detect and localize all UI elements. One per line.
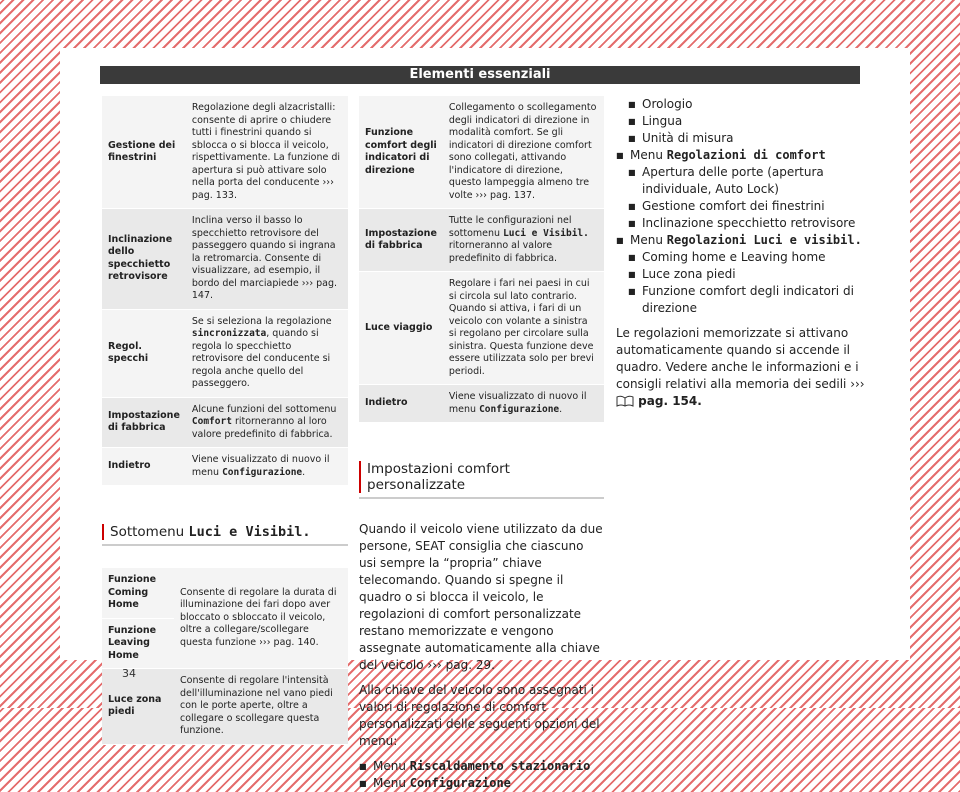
text: Menu bbox=[373, 759, 410, 773]
lights-table-cont bbox=[359, 96, 604, 423]
table-row bbox=[102, 448, 348, 486]
list-item: ■ Inclinazione specchietto retrovisore bbox=[628, 215, 866, 232]
table-row bbox=[102, 568, 348, 618]
paragraph bbox=[616, 325, 866, 412]
table-row bbox=[359, 385, 604, 423]
text: Tutte le configurazioni nel sottomenu bbox=[448, 215, 572, 239]
text: , quando si regola lo specchietto retrovisore del conducente si regola anche quello del passeggero. bbox=[191, 328, 331, 389]
text: Viene visualizzato di nuovo il menu bbox=[191, 454, 330, 478]
row-key: Regol. specchi bbox=[102, 309, 186, 397]
list-item: ■ Apertura delle porte (apertura individuale, Auto Lock) bbox=[628, 164, 866, 198]
row-key: Luce zona piedi bbox=[102, 669, 174, 745]
menu-list bbox=[359, 758, 604, 792]
section-title: Impostazioni comfort personalizzate bbox=[359, 457, 604, 499]
list-item: ■ Funzione comfort degli indicatori di direzione bbox=[628, 283, 866, 317]
table-row bbox=[102, 669, 348, 745]
row-key: Luce viaggio bbox=[359, 272, 443, 385]
table-row bbox=[102, 96, 348, 209]
row-value bbox=[186, 309, 348, 397]
menu-term: Regolazioni di comfort bbox=[666, 148, 826, 162]
text: Menu bbox=[630, 148, 667, 162]
list-item: ■ Luce zona piedi bbox=[628, 266, 866, 283]
menu-term: Luci e Visibil. bbox=[503, 227, 589, 239]
row-value: Consente di regolare l'intensità dell'illuminazione nel vano piedi con le porte aperte, oltre a collegare o scollegare questa funzione. bbox=[174, 669, 348, 745]
menu-term: Configurazione bbox=[479, 403, 560, 415]
text: Menu bbox=[373, 776, 410, 790]
row-key: Funzione comfort degli indicatori di direzione bbox=[359, 96, 443, 209]
row-key: Funzione Coming Home bbox=[102, 568, 174, 618]
row-value: Inclina verso il basso lo specchietto retrovisore del passeggero quando si ingrana la retromarcia. Consente di visualizzare, ad esempio, il bordo del marciapiede ››› pag. 147. bbox=[186, 209, 348, 310]
column-left bbox=[102, 96, 348, 745]
list-item: ■ Coming home e Leaving home bbox=[628, 249, 866, 266]
text: . bbox=[302, 466, 306, 478]
menu-term: Regolazioni Luci e visibil. bbox=[666, 233, 862, 247]
lights-table bbox=[102, 568, 348, 745]
table-row bbox=[359, 209, 604, 272]
table-row bbox=[102, 397, 348, 448]
list-item bbox=[359, 775, 604, 792]
table-row bbox=[102, 309, 348, 397]
text: Se si seleziona la regolazione bbox=[191, 315, 332, 327]
paragraph: Quando il veicolo viene utilizzato da due persone, SEAT consiglia che ciascuno usi sempre la “propria” chiave telecomando. Quando si spegne il quadro o si blocca il veicolo, le regolazioni di comfort personalizzate restano memorizzate e vengono assegnate automaticamente alla chiave del veicolo ››› pag. 29. bbox=[359, 522, 603, 672]
menu-term: Configurazione bbox=[409, 776, 511, 790]
book-icon bbox=[616, 395, 634, 412]
row-value: Collegamento o scollegamento degli indicatori di direzione in modalità comfort. Se gli indicatori di direzione comfort sono collegati, attivando l'indicatore di direzione, questo lampeggia almeno tre volte ››› pag. 137. bbox=[443, 96, 604, 209]
comfort-settings-table bbox=[102, 96, 348, 486]
row-key: Gestione dei finestrini bbox=[102, 96, 186, 209]
text: . bbox=[559, 403, 563, 415]
row-value bbox=[186, 448, 348, 486]
menu-term: Comfort bbox=[191, 416, 232, 427]
manual-page bbox=[60, 48, 910, 790]
paragraph: Alla chiave del veicolo sono assegnati i valori di regolazione di comfort personalizzati delle seguenti opzioni del menu: bbox=[359, 683, 600, 748]
row-key: Impostazione di fabbrica bbox=[102, 397, 186, 448]
list-item: ■ Lingua bbox=[628, 113, 866, 130]
row-value bbox=[186, 397, 348, 448]
list-item bbox=[616, 232, 866, 249]
row-key: Inclinazione dello specchietto retrovisore bbox=[102, 209, 186, 310]
list-item: ■ Gestione comfort dei finestrini bbox=[628, 198, 866, 215]
page-link[interactable]: pag. 154. bbox=[634, 394, 702, 408]
submenu-title bbox=[102, 520, 348, 546]
row-value bbox=[443, 385, 604, 423]
row-value: Regolazione degli alzacristalli: consente di aprire o chiudere tutti i finestrini quando si sblocca o si blocca il veicolo, rispettivamente. La funzione di apertura si può attivare solo nella porta del conducente ››› pag. 133. bbox=[186, 96, 348, 209]
row-key: Funzione Leaving Home bbox=[102, 618, 174, 669]
text: ritorneranno al loro valore predefinito di fabbrica. bbox=[191, 416, 333, 440]
page-number: 34 bbox=[122, 667, 136, 680]
menu-term: Luci e Visibil. bbox=[188, 524, 311, 540]
text: Viene visualizzato di nuovo il menu bbox=[448, 391, 587, 415]
list-item: ■ Unità di misura bbox=[628, 130, 866, 147]
text: Sottomenu bbox=[110, 524, 189, 540]
row-value: Regolare i fari nei paesi in cui si circola sul lato contrario. Quando si attiva, i fari di un veicolo con volante a sinistra si regolano per circolare sulla sinistra. Questa funzione deve essere utilizzata solo per brevi periodi. bbox=[443, 272, 604, 385]
text: Alcune funzioni del sottomenu bbox=[191, 403, 337, 415]
row-value: Consente di regolare la durata di illuminazione dei fari dopo aver bloccato o sbloccato il veicolo, oltre a collegare/scollegare questa funzione ››› pag. 140. bbox=[174, 568, 348, 669]
column-middle bbox=[359, 96, 604, 792]
text: ritorneranno al valore predefinito di fabbrica. bbox=[448, 240, 558, 264]
menu-term: Configurazione bbox=[222, 466, 303, 478]
menu-term: Riscaldamento stazionario bbox=[409, 759, 591, 773]
table-row bbox=[359, 272, 604, 385]
menu-list bbox=[616, 96, 866, 317]
list-item bbox=[616, 147, 866, 164]
row-value bbox=[443, 209, 604, 272]
table-row bbox=[102, 209, 348, 310]
table-row bbox=[359, 96, 604, 209]
row-key: Impostazione di fabbrica bbox=[359, 209, 443, 272]
text: Le regolazioni memorizzate si attivano automaticamente quando si accende il quadro. Vedere anche le informazioni e i consigli relativi alla memoria dei sedili ››› bbox=[616, 326, 865, 391]
list-item bbox=[359, 758, 604, 775]
page-header: Elementi essenziali bbox=[100, 66, 860, 84]
menu-term: sincronizzata bbox=[191, 328, 267, 339]
list-item: ■ Orologio bbox=[628, 96, 866, 113]
text: Menu bbox=[630, 233, 667, 247]
column-right bbox=[616, 96, 866, 420]
row-key: Indietro bbox=[359, 385, 443, 423]
row-key: Indietro bbox=[102, 448, 186, 486]
